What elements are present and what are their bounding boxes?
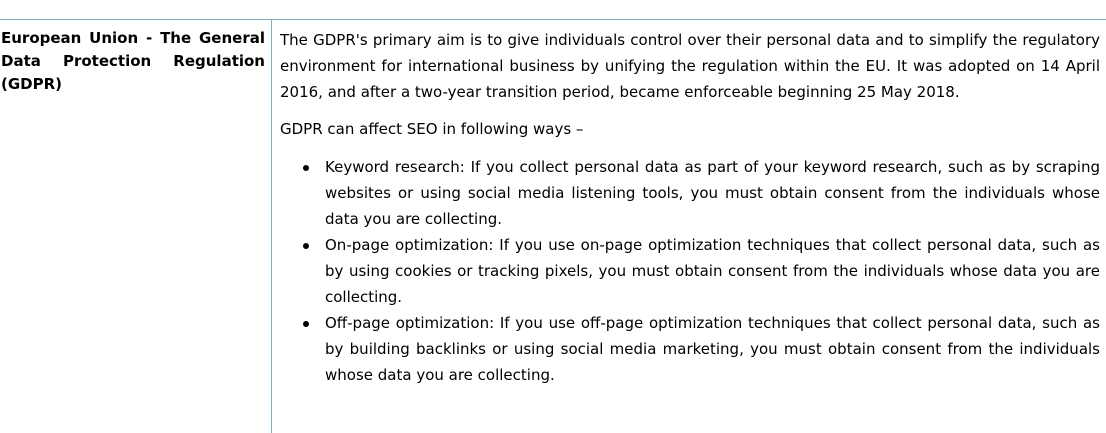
bullet-icon — [303, 321, 309, 327]
bullet-icon — [303, 165, 309, 171]
regulation-details-cell — [273, 20, 1106, 433]
regulation-name-cell — [0, 20, 272, 433]
list-item-text: Off-page optimization: If you use off-page optimization techniques that collect personal data, such as by building backlinks or using social media marketing, you must obtain consent from the individuals whose data you are collecting. — [325, 314, 1100, 384]
list-item-text: On-page optimization: If you use on-page optimization techniques that collect personal data, such as by using cookies or tracking pixels, you must obtain consent from the individuals whose data you are collecting. — [325, 236, 1100, 306]
list-item — [325, 310, 1100, 388]
list-item — [325, 232, 1100, 310]
regulation-table — [0, 19, 1106, 432]
list-item-text: Keyword research: If you collect personal data as part of your keyword research, such as by scraping websites or using social media listening tools, you must obtain consent from the individuals whose data you are collecting. — [325, 158, 1100, 228]
list-item — [325, 154, 1100, 232]
regulation-title: European Union - The General Data Protection Regulation (GDPR) — [1, 29, 265, 93]
regulation-description: The GDPR's primary aim is to give individuals control over their personal data and to simplify the regulatory environment for international business by unifying the regulation within the EU. It was adopted on 14 April 2016, and after a two-year transition period, became enforceable beginning 25 May 2018. — [280, 31, 1100, 101]
seo-impact-lead: GDPR can affect SEO in following ways – — [280, 120, 584, 138]
bullet-icon — [303, 243, 309, 249]
seo-impact-list — [280, 154, 1100, 388]
